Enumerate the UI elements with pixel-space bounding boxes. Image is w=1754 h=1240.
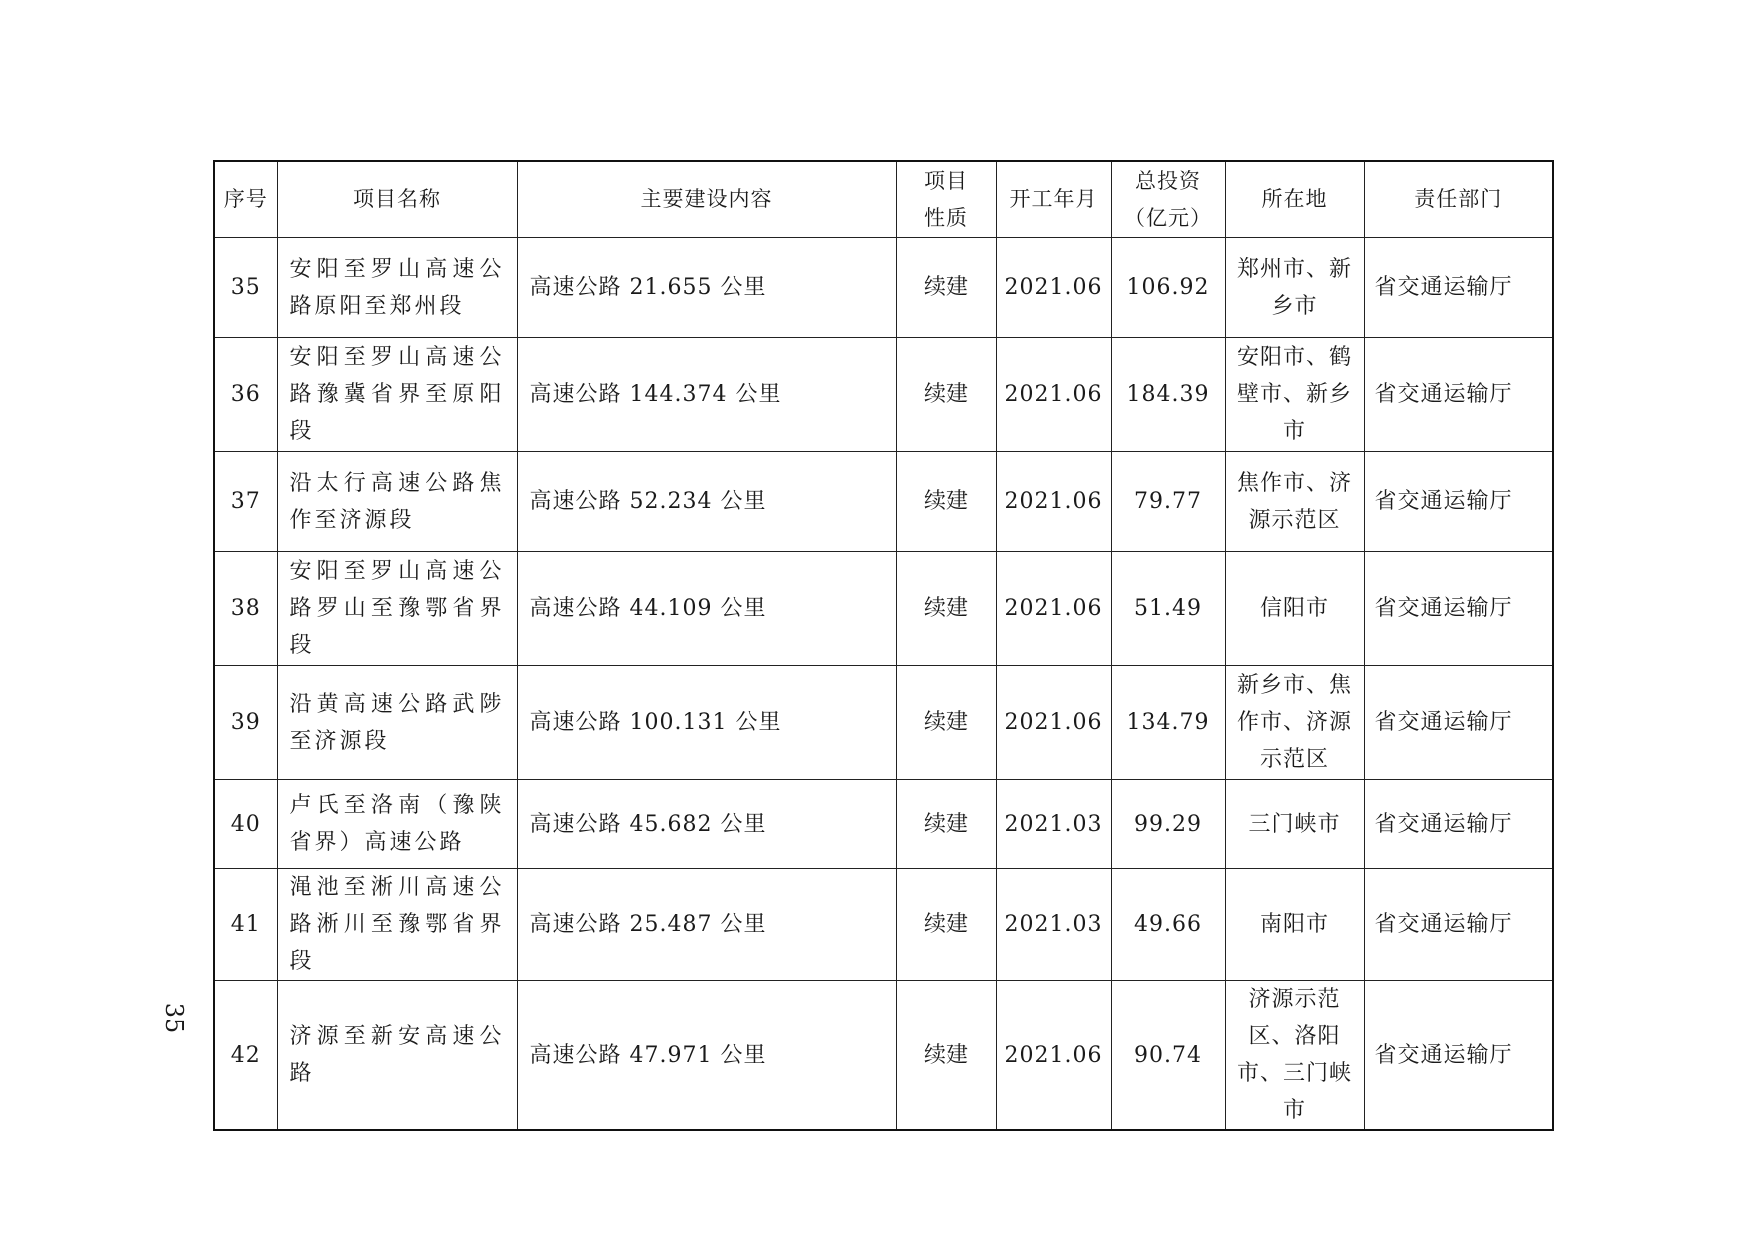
cell-name: 安阳至罗山高速公路原阳至郑州段 <box>277 238 517 338</box>
cell-investment: 79.77 <box>1111 452 1225 552</box>
cell-start: 2021.06 <box>996 552 1111 666</box>
cell-department: 省交通运输厅 <box>1364 666 1553 780</box>
header-investment-line2: （亿元） <box>1124 205 1212 230</box>
header-content: 主要建设内容 <box>517 161 896 238</box>
cell-name: 沿太行高速公路焦作至济源段 <box>277 452 517 552</box>
cell-investment: 106.92 <box>1111 238 1225 338</box>
cell-name: 安阳至罗山高速公路罗山至豫鄂省界段 <box>277 552 517 666</box>
cell-nature: 续建 <box>896 238 996 338</box>
cell-seq: 38 <box>214 552 277 666</box>
cell-content: 高速公路 21.655 公里 <box>517 238 896 338</box>
cell-nature: 续建 <box>896 666 996 780</box>
cell-seq: 41 <box>214 869 277 981</box>
cell-investment: 49.66 <box>1111 869 1225 981</box>
cell-investment: 51.49 <box>1111 552 1225 666</box>
cell-name: 渑池至淅川高速公路淅川至豫鄂省界段 <box>277 869 517 981</box>
header-nature-line2: 性质 <box>924 205 968 230</box>
header-name: 项目名称 <box>277 161 517 238</box>
table-row <box>214 552 1553 666</box>
cell-location: 信阳市 <box>1225 552 1364 666</box>
cell-content: 高速公路 47.971 公里 <box>517 981 896 1131</box>
cell-start: 2021.06 <box>996 238 1111 338</box>
cell-location: 南阳市 <box>1225 869 1364 981</box>
cell-department: 省交通运输厅 <box>1364 452 1553 552</box>
cell-seq: 35 <box>214 238 277 338</box>
page-number <box>114 998 234 1038</box>
cell-start: 2021.06 <box>996 452 1111 552</box>
cell-nature: 续建 <box>896 869 996 981</box>
cell-nature: 续建 <box>896 452 996 552</box>
header-department: 责任部门 <box>1364 161 1553 238</box>
cell-start: 2021.06 <box>996 338 1111 452</box>
cell-seq: 36 <box>214 338 277 452</box>
cell-start: 2021.03 <box>996 780 1111 869</box>
cell-location: 三门峡市 <box>1225 780 1364 869</box>
cell-investment: 184.39 <box>1111 338 1225 452</box>
header-investment-line1: 总投资 <box>1135 168 1201 193</box>
cell-name: 沿黄高速公路武陟至济源段 <box>277 666 517 780</box>
cell-content: 高速公路 25.487 公里 <box>517 869 896 981</box>
cell-content: 高速公路 45.682 公里 <box>517 780 896 869</box>
cell-nature: 续建 <box>896 981 996 1131</box>
header-nature-line1: 项目 <box>924 168 968 193</box>
cell-name: 卢氏至洛南（豫陕省界）高速公路 <box>277 780 517 869</box>
cell-seq: 39 <box>214 666 277 780</box>
cell-seq: 37 <box>214 452 277 552</box>
table-row <box>214 780 1553 869</box>
cell-nature: 续建 <box>896 338 996 452</box>
cell-seq: 40 <box>214 780 277 869</box>
cell-investment: 99.29 <box>1111 780 1225 869</box>
project-table <box>213 160 1554 1131</box>
table-row <box>214 338 1553 452</box>
header-location: 所在地 <box>1225 161 1364 238</box>
header-nature <box>896 161 996 238</box>
cell-investment: 90.74 <box>1111 981 1225 1131</box>
cell-content: 高速公路 52.234 公里 <box>517 452 896 552</box>
table-row <box>214 238 1553 338</box>
cell-department: 省交通运输厅 <box>1364 869 1553 981</box>
cell-nature: 续建 <box>896 780 996 869</box>
cell-investment: 134.79 <box>1111 666 1225 780</box>
header-row <box>214 161 1553 238</box>
cell-location: 焦作市、济源示范区 <box>1225 452 1364 552</box>
page-number-value: 35 <box>160 1002 188 1034</box>
cell-department: 省交通运输厅 <box>1364 780 1553 869</box>
cell-location: 济源示范区、洛阳市、三门峡市 <box>1225 981 1364 1131</box>
cell-start: 2021.03 <box>996 869 1111 981</box>
table-row <box>214 452 1553 552</box>
cell-location: 安阳市、鹤壁市、新乡市 <box>1225 338 1364 452</box>
cell-department: 省交通运输厅 <box>1364 981 1553 1131</box>
cell-seq: 42 <box>214 981 277 1131</box>
cell-location: 郑州市、新乡市 <box>1225 238 1364 338</box>
cell-name: 安阳至罗山高速公路豫冀省界至原阳段 <box>277 338 517 452</box>
cell-content: 高速公路 44.109 公里 <box>517 552 896 666</box>
table-row <box>214 666 1553 780</box>
cell-name: 济源至新安高速公路 <box>277 981 517 1131</box>
cell-department: 省交通运输厅 <box>1364 338 1553 452</box>
cell-start: 2021.06 <box>996 666 1111 780</box>
header-investment <box>1111 161 1225 238</box>
cell-content: 高速公路 144.374 公里 <box>517 338 896 452</box>
header-start: 开工年月 <box>996 161 1111 238</box>
cell-start: 2021.06 <box>996 981 1111 1131</box>
cell-location: 新乡市、焦作市、济源示范区 <box>1225 666 1364 780</box>
table-row <box>214 981 1553 1131</box>
cell-nature: 续建 <box>896 552 996 666</box>
cell-department: 省交通运输厅 <box>1364 238 1553 338</box>
cell-content: 高速公路 100.131 公里 <box>517 666 896 780</box>
header-seq: 序号 <box>214 161 277 238</box>
cell-department: 省交通运输厅 <box>1364 552 1553 666</box>
table-row <box>214 869 1553 981</box>
